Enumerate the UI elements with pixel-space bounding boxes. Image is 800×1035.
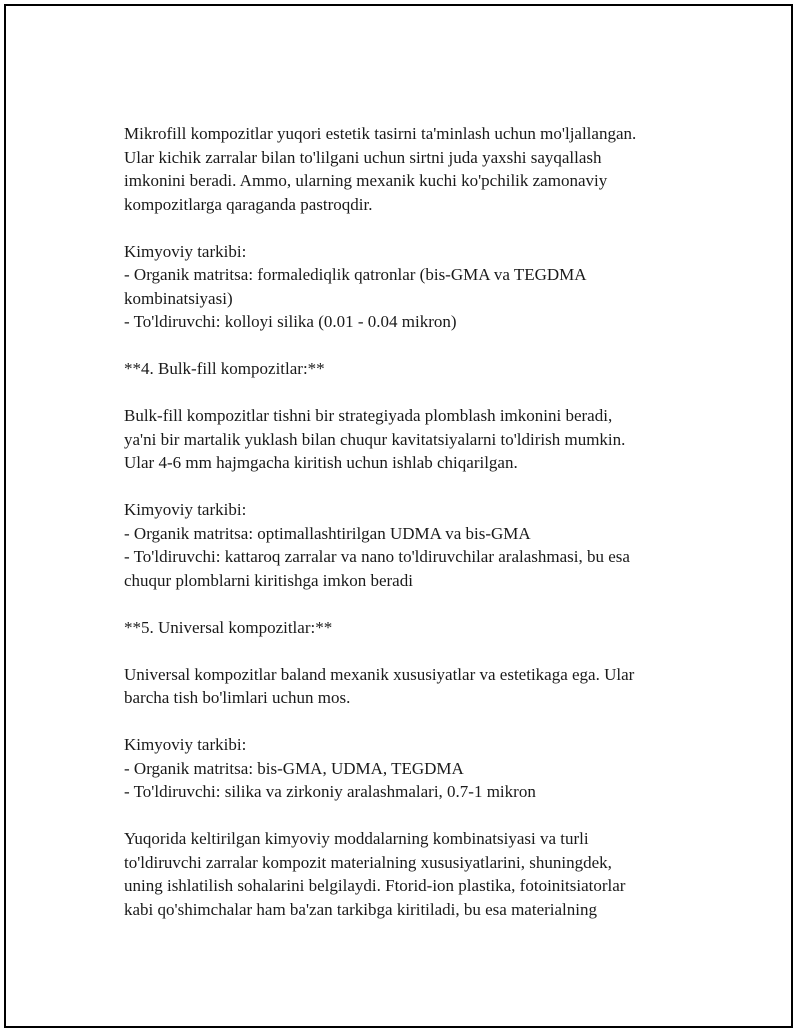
page-frame [4,4,793,1028]
list-item: - To'ldiruvchi: kattaroq zarralar va nano to'ldiruvchilar aralashmasi, bu esa [124,547,630,566]
paragraph-mikrofill-composition [124,240,724,334]
list-item: - To'ldiruvchi: kolloyi silika (0.01 - 0.04 mikron) [124,312,457,331]
document-body [124,122,724,921]
text-line: Bulk-fill kompozitlar tishni bir strategiyada plomblash imkonini beradi, [124,406,613,425]
text-line: Yuqorida keltirilgan kimyoviy moddalarning kombinatsiyasi va turli [124,829,589,848]
section-heading-universal [124,616,724,640]
text-line: barcha tish bo'limlari uchun mos. [124,688,351,707]
list-item: - To'ldiruvchi: silika va zirkoniy aralashmalari, 0.7-1 mikron [124,782,536,801]
section-heading-bulkfill [124,357,724,381]
text-line: uning ishlatilish sohalarini belgilaydi. Ftorid-ion plastika, fotoinitsiatorlar [124,876,626,895]
paragraph-bulkfill-intro [124,404,724,475]
paragraph-gap [124,710,724,734]
text-line: to'ldiruvchi zarralar kompozit materialning xususiyatlarini, shuningdek, [124,852,612,872]
text-line: kabi qo'shimchalar ham ba'zan tarkibga kiritiladi, bu esa materialning [124,899,597,919]
list-item: - Organik matritsa: bis-GMA, UDMA, TEGDMA [124,758,464,778]
text-line: Universal kompozitlar baland mexanik xususiyatlar va estetikaga ega. Ular [124,664,635,684]
paragraph-gap [124,334,724,358]
paragraph-universal-intro [124,663,724,710]
text-line: imkonini beradi. Ammo, ularning mexanik kuchi ko'pchilik zamonaviy [124,171,608,190]
section-heading: **4. Bulk-fill kompozitlar:** [124,359,325,378]
paragraph-universal-composition [124,733,724,804]
paragraph-gap [124,381,724,405]
section-heading: **5. Universal kompozitlar:** [124,617,333,637]
text-line: Mikrofill kompozitlar yuqori estetik tasirni ta'minlash uchun mo'ljallangan. [124,124,637,143]
paragraph-gap [124,804,724,828]
composition-heading: Kimyoviy tarkibi: [124,241,247,261]
paragraph-gap [124,592,724,616]
paragraph-bulkfill-composition [124,498,724,592]
paragraph-mikrofill-intro [124,122,724,216]
list-item-continuation: kombinatsiyasi) [124,288,233,308]
list-item-continuation: chuqur plomblarni kiritishga imkon beradi [124,570,413,590]
paragraph-gap [124,475,724,499]
paragraph-conclusion [124,827,724,921]
paragraph-gap [124,216,724,240]
paragraph-gap [124,639,724,663]
list-item: - Organik matritsa: formalediqlik qatronlar (bis-GMA va TEGDMA [124,265,587,284]
text-line: ya'ni bir martalik yuklash bilan chuqur kavitatsiyalarni to'ldirish mumkin. [124,429,626,449]
text-line: Ular 4-6 mm hajmgacha kiritish uchun ishlab chiqarilgan. [124,453,518,472]
composition-heading: Kimyoviy tarkibi: [124,500,247,519]
composition-heading: Kimyoviy tarkibi: [124,735,247,754]
text-line: kompozitlarga qaraganda pastroqdir. [124,194,373,214]
text-line: Ular kichik zarralar bilan to'lilgani uchun sirtni juda yaxshi sayqallash [124,147,602,167]
list-item: - Organik matritsa: optimallashtirilgan UDMA va bis-GMA [124,523,531,543]
